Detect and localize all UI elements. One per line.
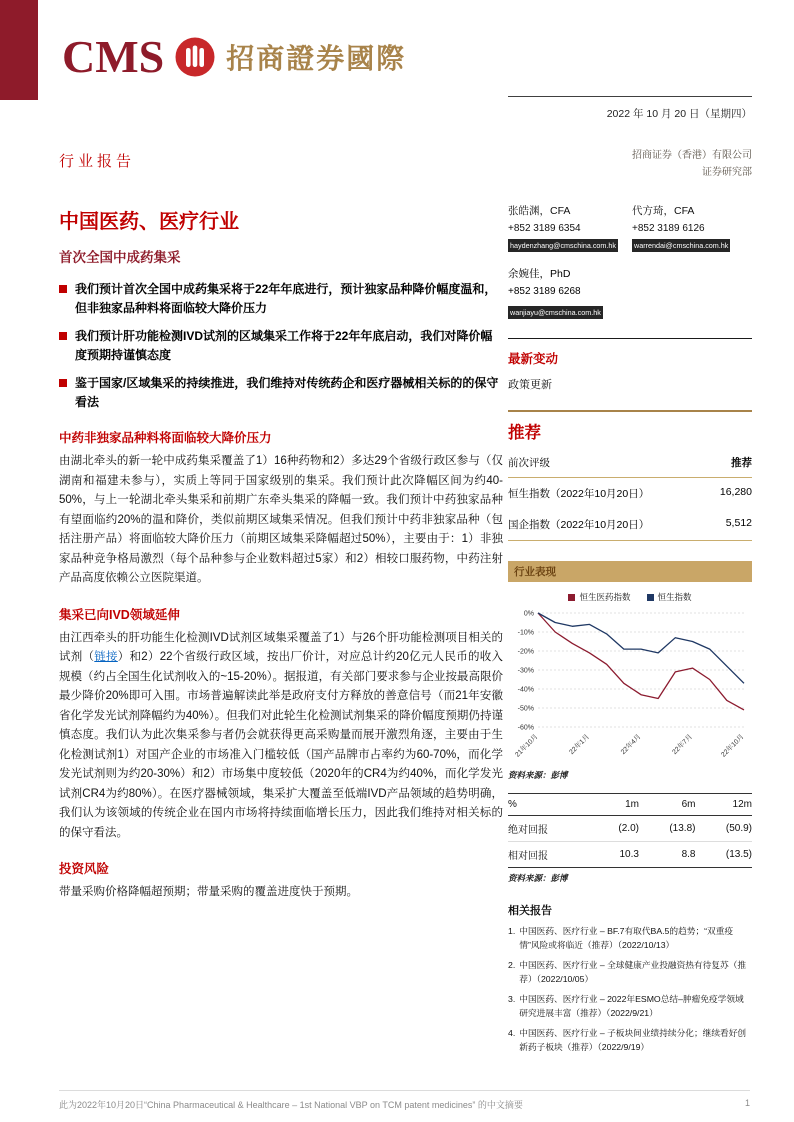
svg-text:0%: 0% bbox=[523, 610, 534, 618]
report-type-label: 行业报告 bbox=[59, 153, 136, 170]
report-date: 2022 年 10 月 20 日（星期四） bbox=[508, 96, 752, 121]
returns-cell: 8.8 bbox=[639, 842, 696, 868]
page-number: 1 bbox=[744, 1098, 750, 1108]
index-name: 恒生指数（2022年10月20日） bbox=[508, 488, 650, 500]
latest-change-heading: 最新变动 bbox=[508, 352, 559, 366]
key-point-text: 鉴于国家/区域集采的持续推进，我们维持对传统药企和医疗器械相关标的的保守看法 bbox=[75, 376, 499, 409]
report-number: 2. bbox=[508, 960, 516, 970]
legend-label: 恒生指数 bbox=[657, 592, 692, 602]
page-footer bbox=[59, 1090, 750, 1111]
key-point-bullet bbox=[59, 280, 503, 318]
report-title: 中国医药、医疗行业 – 2022年ESMO总结–肿瘤免疫学领域研究进展丰富（推荐）（2022/9/21） bbox=[519, 994, 744, 1018]
rating-header-row bbox=[508, 451, 752, 478]
page-title: 中国医药、医疗行业 bbox=[59, 211, 239, 233]
main-column bbox=[59, 150, 503, 907]
table-row bbox=[508, 842, 752, 868]
returns-header-cell: 6m bbox=[639, 794, 696, 816]
department-name: 证券研究部 bbox=[702, 167, 752, 178]
returns-header-cell: 1m bbox=[595, 794, 639, 816]
key-point-text: 我们预计肝功能检测IVD试剂的区域集采工作将于22年年底启动，我们对降价幅度预期持谨慎态度 bbox=[75, 329, 493, 362]
legend-item bbox=[647, 591, 692, 603]
analyst-name: 张皓渊，CFA bbox=[508, 205, 571, 217]
returns-cell: (2.0) bbox=[595, 816, 639, 842]
svg-text:-20%: -20% bbox=[517, 648, 534, 656]
returns-cell: 绝对回报 bbox=[508, 816, 595, 842]
legend-item bbox=[568, 591, 630, 603]
chart-source-note: 资料来源：彭博 bbox=[508, 770, 568, 780]
industry-performance-chart bbox=[508, 605, 752, 765]
index-row bbox=[508, 478, 752, 509]
analyst-email-wrap bbox=[508, 234, 628, 252]
list-item[interactable] bbox=[508, 925, 752, 952]
analyst-name: 余婉佳，PhD bbox=[508, 268, 571, 280]
legend-label: 恒生医药指数 bbox=[579, 592, 631, 602]
report-title: 中国医药、医疗行业 – 全球健康产业投融资热有待复苏（推荐）（2022/10/05） bbox=[519, 960, 747, 984]
svg-text:21年10月: 21年10月 bbox=[514, 733, 540, 759]
external-link[interactable]: 链接 bbox=[94, 651, 118, 663]
prev-rating-label: 前次评级 bbox=[508, 457, 550, 469]
ivd-body-after-link: ）和2）22个省级行政区域，按出厂价计，对应总计约20亿元人民币的收入规模（约占全国生化试剂收入的~15-20%）。据报道，有关部门要求参与企业按最高限价最少降价20%即可入围。市场普遍解读此举是政府支付方释放的善意信号（而21年安徽省化学发光试剂降幅约为40%）。但我们对此轮生化检测试剂集采的降价幅度预期仍持谨慎态度。我们认为此次集采参与者仍会就获得更高采购量而展开激烈角逐，主要由于生化检测试剂1）对国产企业的市场准入门槛较低（国产品牌市占率约为60-70%，而化学发光试剂则为约20-30%）和2）市场集中度较低（2020年的CR4为约40%，而化学发光试剂CR4为约80%）。在医疗器械领域，集采扩大覆盖至低端IVD产品领域的趋势明确，我们认为该领域的传统企业在国内市场将持续面临增长压力，因此我们维持对相关标的的保守看法。 bbox=[59, 651, 504, 839]
section-body-risk: 带量采购价格降幅超预期；带量采购的覆盖进度快于预期。 bbox=[59, 886, 358, 898]
legend-swatch bbox=[568, 594, 575, 601]
report-subtitle: 首次全国中成药集采 bbox=[59, 250, 181, 265]
industry-performance-header: 行业表现 bbox=[508, 561, 752, 582]
index-row bbox=[508, 509, 752, 540]
section-heading-tcm: 中药非独家品种料将面临较大降价压力 bbox=[59, 431, 272, 445]
svg-text:-10%: -10% bbox=[517, 629, 534, 637]
key-point-text: 我们预计首次全国中成药集采将于22年年底进行，预计独家品种降价幅度温和，但非独家品种料将面临较大降价压力 bbox=[75, 282, 497, 315]
sidebar-divider bbox=[508, 338, 752, 339]
index-value: 16,280 bbox=[719, 486, 752, 498]
report-number: 3. bbox=[508, 994, 516, 1004]
bullet-square-icon bbox=[59, 332, 67, 340]
analyst-email[interactable]: warrendai@cmschina.com.hk bbox=[634, 241, 729, 250]
cms-logo-chinese: 招商證券國際 bbox=[226, 43, 407, 74]
analyst-phone: +852 3189 6268 bbox=[508, 286, 581, 297]
svg-text:22年7月: 22年7月 bbox=[671, 733, 694, 757]
analyst-block-third bbox=[508, 264, 752, 320]
index-value: 5,512 bbox=[725, 517, 752, 529]
analyst-phone: +852 3189 6126 bbox=[632, 223, 705, 234]
svg-text:22年10月: 22年10月 bbox=[720, 733, 746, 759]
report-number: 1. bbox=[508, 926, 516, 936]
svg-text:-40%: -40% bbox=[517, 686, 534, 694]
returns-header-row bbox=[508, 794, 752, 816]
company-block bbox=[508, 147, 752, 181]
key-point-bullet bbox=[59, 374, 503, 412]
returns-cell: (50.9) bbox=[695, 816, 752, 842]
rating-table-body bbox=[508, 478, 752, 541]
cms-logo bbox=[62, 31, 407, 82]
analyst-email[interactable]: haydenzhang@cmschina.com.hk bbox=[510, 241, 616, 250]
chart-legend bbox=[508, 591, 752, 603]
svg-text:-60%: -60% bbox=[517, 724, 534, 732]
section-heading-ivd: 集采已向IVD领域延伸 bbox=[59, 607, 180, 622]
legend-swatch bbox=[647, 594, 654, 601]
analyst-phone: +852 3189 6354 bbox=[508, 223, 581, 234]
svg-text:-30%: -30% bbox=[517, 667, 534, 675]
index-name: 国企指数（2022年10月20日） bbox=[508, 519, 650, 531]
latest-change-body: 政策更新 bbox=[508, 379, 552, 391]
returns-header-cell: % bbox=[508, 794, 595, 816]
prev-rating-value: 推荐 bbox=[731, 457, 752, 469]
svg-text:-50%: -50% bbox=[517, 705, 534, 713]
returns-cell: 10.3 bbox=[595, 842, 639, 868]
rating-block bbox=[508, 410, 752, 541]
report-title: 中国医药、医疗行业 – 子板块间业绩持续分化；继续看好创新药子板块（推荐）（2022/9/19） bbox=[519, 1028, 747, 1052]
analyst-email-wrap bbox=[632, 234, 752, 252]
footer-note: 此为2022年10月20日“China Pharmaceutical & Healthcare – 1st National VBP on TCM patent medicines” 的中文摘要 bbox=[59, 1100, 523, 1110]
returns-table bbox=[508, 793, 752, 868]
section-heading-risk: 投资风险 bbox=[59, 862, 110, 876]
analysts-block bbox=[508, 201, 752, 252]
related-reports-heading: 相关报告 bbox=[508, 905, 552, 917]
list-item[interactable] bbox=[508, 1027, 752, 1054]
key-point-bullet bbox=[59, 327, 503, 365]
analyst-email[interactable]: wanjiayu@cmschina.com.hk bbox=[510, 308, 601, 317]
returns-cell: (13.8) bbox=[639, 816, 696, 842]
bullet-square-icon bbox=[59, 379, 67, 387]
analyst-name: 代方琦，CFA bbox=[632, 205, 695, 217]
svg-text:22年1月: 22年1月 bbox=[568, 733, 591, 757]
sidebar bbox=[508, 96, 752, 1054]
list-item[interactable] bbox=[508, 993, 752, 1020]
svg-text:22年4月: 22年4月 bbox=[619, 733, 643, 757]
section-body-ivd bbox=[59, 629, 503, 844]
rating-title: 推荐 bbox=[508, 424, 541, 442]
returns-header-cell: 12m bbox=[695, 794, 752, 816]
report-title: 中国医药、医疗行业 – BF.7有取代BA.5的趋势；“双重疫情”风险或将临近（推荐）（2022/10/13） bbox=[519, 926, 734, 950]
company-name: 招商证券（香港）有限公司 bbox=[632, 150, 752, 161]
returns-cell: (13.5) bbox=[695, 842, 752, 868]
brand-corner-block bbox=[0, 0, 38, 100]
cms-logo-icon bbox=[174, 36, 216, 78]
table-source-note: 资料来源：彭博 bbox=[508, 873, 568, 883]
bullet-square-icon bbox=[59, 285, 67, 293]
report-number: 4. bbox=[508, 1028, 516, 1038]
analyst-email-wrap bbox=[508, 297, 752, 320]
list-item[interactable] bbox=[508, 959, 752, 986]
returns-cell: 相对回报 bbox=[508, 842, 595, 868]
table-row bbox=[508, 816, 752, 842]
cms-logo-text: CMS bbox=[62, 31, 165, 82]
ivd-body-before-link: 由江西牵头的肝功能生化检测IVD试剂区域集采覆盖了1）与26个肝功能检测项目相关的试剂（ bbox=[59, 631, 503, 663]
section-body-tcm: 由湖北牵头的新一轮中成药集采覆盖了1）16种药物和2）多达29个省级行政区参与（仅湖南和福建未参与），实质上等同于国家级别的集采。我们预计此次降幅区间为约40-50%，与上一轮湖北牵头集采和前期广东牵头集采的降幅一致。我们预计中药独家品种有望面临约20%的温和降价，类似前期区域集采情况。但我们预计中药非独家品种（包括注册产品）将面临较大降价压力（前期区域集采降幅超过50%），主要由于：1）非独家品种竞争格局激烈（每个品种参与企业数料超过5家）和2）相较口服药物，中药注射产品高度依赖公立医院渠道。 bbox=[59, 455, 503, 584]
